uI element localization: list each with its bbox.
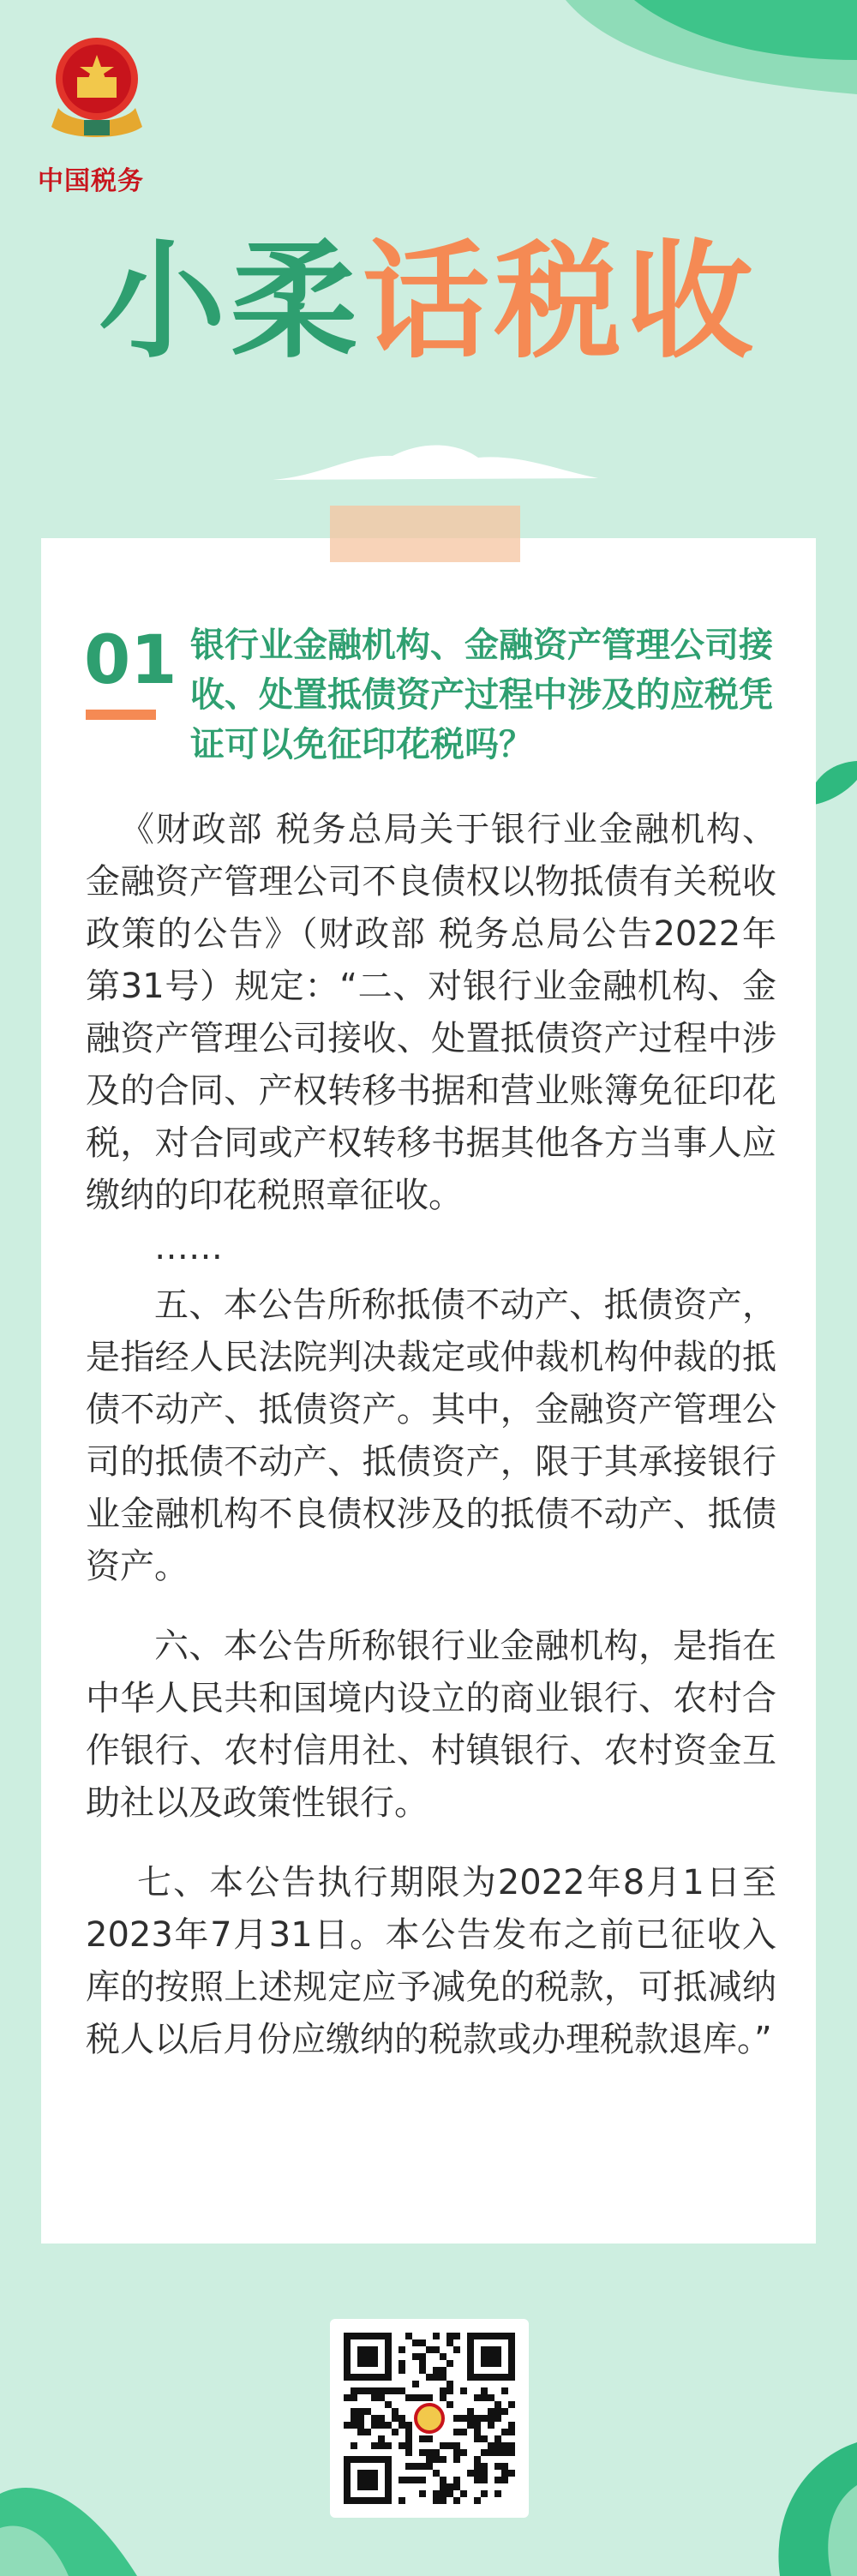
bottom-right-leaf-decoration — [720, 2442, 857, 2576]
article-paragraph: 六、本公告所称银行业金融机构，是指在中华人民共和国境内设立的商业银行、农村合作银行、农村信用社、村镇银行、农村资金互助社以及政策性银行。 — [86, 1626, 776, 1823]
article-paragraph: 五、本公告所称抵债不动产、抵债资产，是指经人民法院判决裁定或仲裁机构仲裁的抵债不动产、抵债资产。其中，金融资产管理公司的抵债不动产、抵债资产，限于其承接银行业金融机构不良债权涉及的抵债不动产、抵债资产。 — [86, 1285, 776, 1586]
article-paragraph: 《财政部 税务总局关于银行业金融机构、金融资产管理公司不良债权以物抵债有关税收政策的公告》（财政部 税务总局公告2022年第31号）规定：“二、对银行业金融机构、金融资产管理公司接收、处置抵债资产过程中涉及的合同、产权转移书据和营业账簿免征印花税，对合同或产权转移书据其他各方当事人应缴纳的印花税照章征收。 — [86, 810, 776, 1215]
bottom-left-leaf-decoration — [0, 2459, 171, 2576]
question-number: 01 — [84, 622, 177, 699]
article-ellipsis: …… — [154, 1228, 223, 1267]
cloud-decoration — [273, 437, 598, 488]
question-title: 银行业金融机构、金融资产管理公司接收、处置抵债资产过程中涉及的应税凭证可以免征印花税吗？ — [190, 626, 773, 764]
question-number-underline — [86, 710, 156, 720]
emblem-name: 中国税务 — [38, 166, 144, 196]
hero-title-part1: 小柔 — [99, 228, 363, 375]
top-right-leaf-decoration — [531, 0, 857, 111]
article-body — [86, 804, 776, 2066]
hero-title-part2: 话税收 — [363, 228, 758, 375]
hero-title — [0, 228, 857, 375]
tape-decoration — [330, 506, 520, 562]
qr-code-icon — [344, 2333, 515, 2504]
article-paragraph: 七、本公告执行期限为2022年8月1日至2023年7月31日。本公告发布之前已征收入库的按照上述规定应予减免的税款，可抵减纳税人以后月份应缴纳的税款或办理税款退库。” — [86, 1863, 776, 2059]
